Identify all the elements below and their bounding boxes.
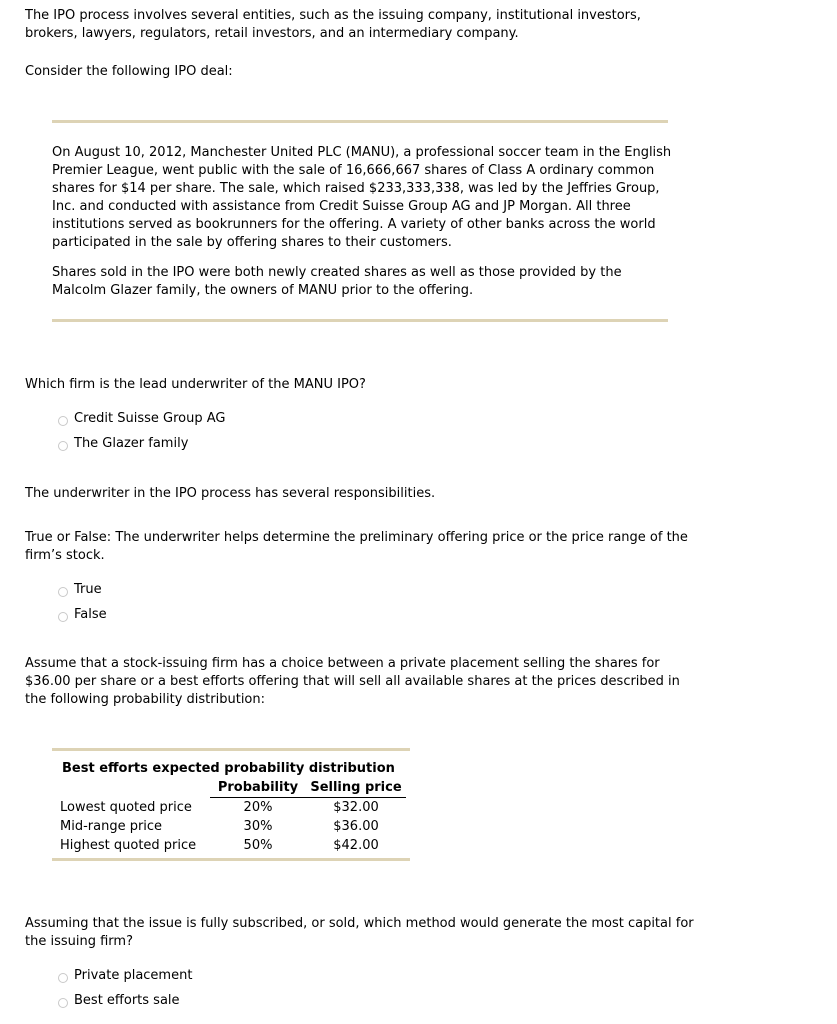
q3-intro: Assume that a stock-issuing firm has a choice between a private placement selling the shares for $36.00 per share or a best efforts offering that will sell all available shares at the prices described in the following probability distribution: <box>25 656 680 707</box>
intro-text: The IPO process involves several entities, such as the issuing company, institutional investors, brokers, lawyers, regulators, retail investors, and an intermediary company. <box>25 8 641 41</box>
table-row <box>57 817 406 836</box>
q2-option-label[interactable]: True <box>74 582 102 597</box>
q1-question: Which firm is the lead underwriter of the MANU IPO? <box>25 377 366 392</box>
table-header-probability: Probability <box>210 778 306 798</box>
table-row <box>57 798 406 818</box>
probability-distribution-table <box>57 759 406 855</box>
row-label: Lowest quoted price <box>60 799 192 815</box>
q2-option-false[interactable] <box>58 605 107 625</box>
row-probability: 50% <box>243 838 273 853</box>
row-probability: 30% <box>243 819 273 834</box>
row-price: $32.00 <box>333 800 379 815</box>
consider-text: Consider the following IPO deal: <box>25 64 233 79</box>
radio-button[interactable] <box>58 973 68 983</box>
deal-box-top-rule <box>52 120 668 123</box>
row-label: Mid-range price <box>60 819 163 834</box>
table-row <box>57 836 406 855</box>
row-price: $42.00 <box>333 838 379 853</box>
table-bottom-rule <box>52 858 410 861</box>
q1-option-label[interactable]: Credit Suisse Group AG <box>74 411 226 426</box>
q3-option-private-placement[interactable] <box>58 966 192 986</box>
radio-button[interactable] <box>58 587 68 597</box>
radio-button[interactable] <box>58 612 68 622</box>
q2-option-true[interactable] <box>58 580 102 600</box>
q1-option-glazer-family[interactable] <box>58 434 188 454</box>
q2-option-label[interactable]: False <box>74 607 107 622</box>
q2-question: True or False: The underwriter helps determine the preliminary offering price or the price range of the firm’s stock. <box>25 530 688 563</box>
deal-box-bottom-rule <box>52 319 668 322</box>
row-price: $36.00 <box>333 819 379 834</box>
table-header-selling-price: Selling price <box>306 778 406 798</box>
radio-button[interactable] <box>58 416 68 426</box>
radio-button[interactable] <box>58 998 68 1008</box>
q1-option-credit-suisse[interactable] <box>58 409 225 429</box>
deal-paragraph-1: On August 10, 2012, Manchester United PLC (MANU), a professional soccer team in the English Premier League, went public with the sale of 16,666,667 shares of Class A ordinary common shares for $14 per share. The sale, which raised $233,333,338, was led by the Jeffries Group, Inc. and conducted with assistance from Credit Suisse Group AG and JP Morgan. All three institutions served as bookrunners for the offering. A variety of other banks across the world participated in the sale by offering shares to their customers. <box>52 145 672 250</box>
deal-paragraph-2: Shares sold in the IPO were both newly created shares as well as those provided by the Malcolm Glazer family, the owners of MANU prior to the offering. <box>52 265 622 298</box>
q3-option-label[interactable]: Best efforts sale <box>74 993 180 1008</box>
q1-option-label[interactable]: The Glazer family <box>74 436 189 451</box>
table-top-rule <box>52 748 410 751</box>
table-header-blank <box>57 778 210 798</box>
row-label: Highest quoted price <box>60 838 197 853</box>
q3-option-best-efforts[interactable] <box>58 991 180 1011</box>
table-title: Best efforts expected probability distribution <box>62 761 395 776</box>
radio-button[interactable] <box>58 441 68 451</box>
q3-option-label[interactable]: Private placement <box>74 968 193 983</box>
underwriter-note: The underwriter in the IPO process has several responsibilities. <box>25 486 436 501</box>
row-probability: 20% <box>243 800 273 815</box>
q3-question: Assuming that the issue is fully subscribed, or sold, which method would generate the most capital for the issuing firm? <box>25 916 694 949</box>
